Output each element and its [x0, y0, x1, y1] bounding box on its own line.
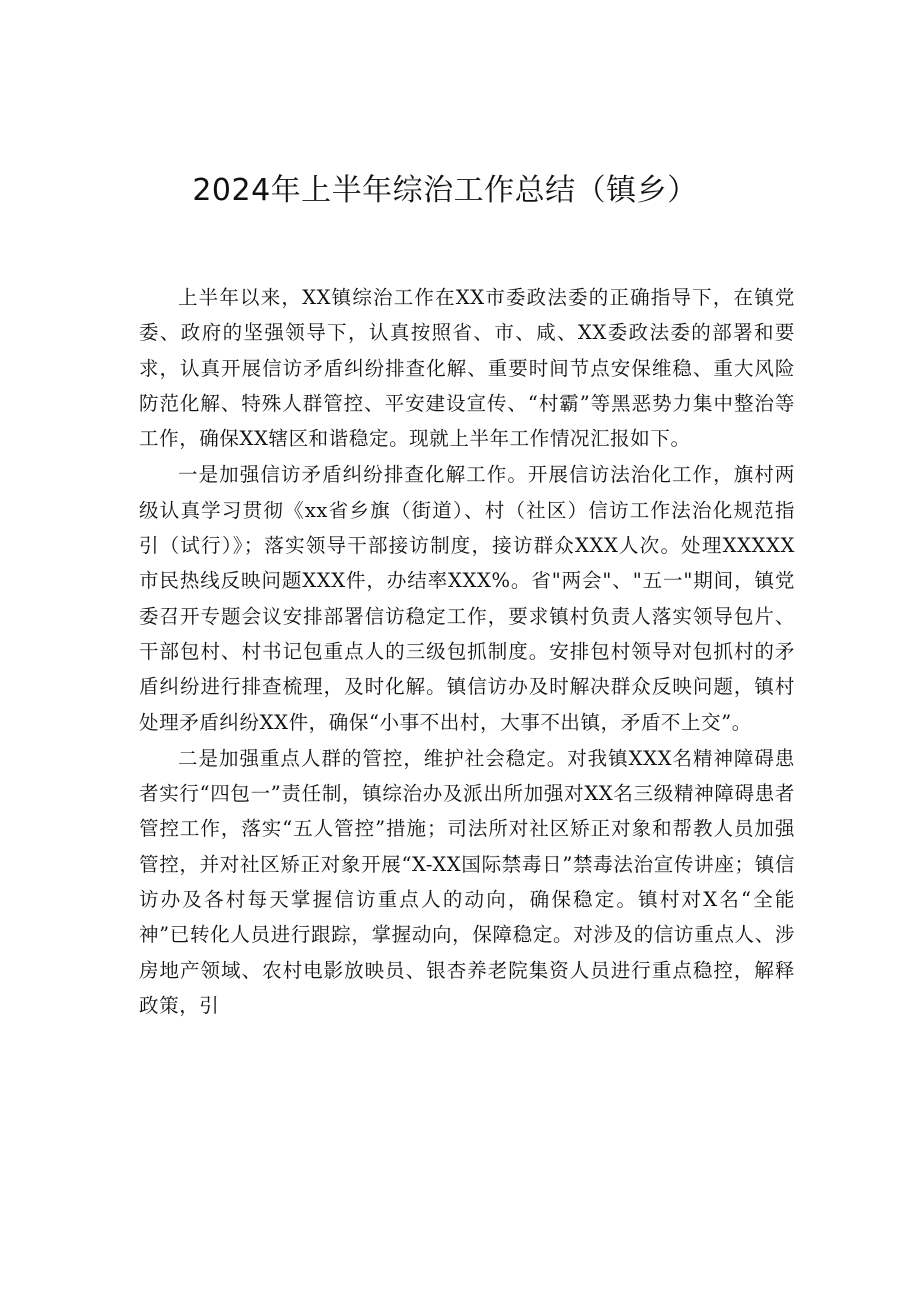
document-body [139, 280, 795, 1023]
paragraph-intro: 上半年以来，XX镇综治工作在XX市委政法委的正确指导下，在镇党委、政府的坚强领导下，认真按照省、市、咸、XX委政法委的部署和要求，认真开展信访矛盾纠纷排查化解、重要时间节点安保维稳、重大风险防范化解、特殊人群管控、平安建设宣传、“村霸”等黑恶势力集中整治等工作，确保XX辖区和谐稳定。现就上半年工作情况汇报如下。 [139, 286, 795, 451]
paragraph-petition-disputes: 一是加强信访矛盾纠纷排查化解工作。开展信访法治化工作，旗村两级认真学习贯彻《xx省乡旗（街道）、村（社区）信访工作法治化规范指引（试行）》；落实领导干部接访制度，接访群众XXX人次。处理XXXXX市民热线反映问题XXX件，办结率XXX%。省"两会"、"五一"期间，镇党委召开专题会议安排部署信访稳定工作，要求镇村负责人落实领导包片、干部包村、村书记包重点人的三级包抓制度。安排包村领导对包抓村的矛盾纠纷进行排查梳理，及时化解。镇信访办及时解决群众反映问题，镇村处理矛盾纠纷XX件，确保“小事不出村，大事不出镇，矛盾不上交”。 [139, 463, 795, 734]
paragraph-key-groups: 二是加强重点人群的管控，维护社会稳定。对我镇XXX名精神障碍患者实行“四包一”责任制，镇综治办及派出所加强对XX名三级精神障碍患者管控工作，落实“五人管控”措施；司法所对社区矫正对象和帮教人员加强管控，并对社区矫正对象开展“X-XX国际禁毒日”禁毒法治宣传讲座；镇信访办及各村每天掌握信访重点人的动向，确保稳定。镇村对X名“全能神”已转化人员进行跟踪，掌握动向，保障稳定。对涉及的信访重点人、涉房地产领域、农村电影放映员、银杏养老院集资人员进行重点稳控，解释政策，引 [139, 746, 795, 1017]
document-title: 2024年上半年综治工作总结（镇乡） [192, 173, 698, 208]
